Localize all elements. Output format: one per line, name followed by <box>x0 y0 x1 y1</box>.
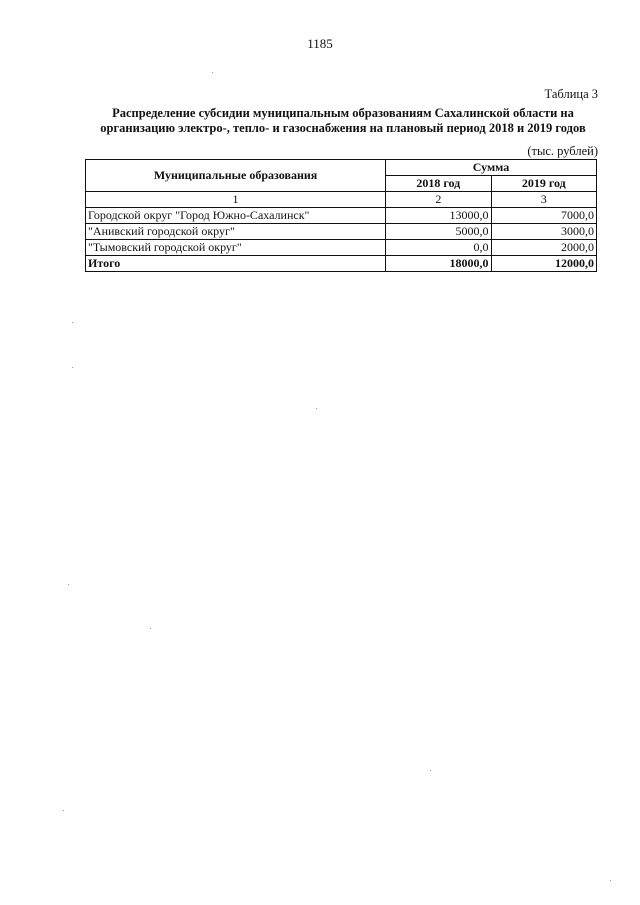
table-row <box>86 208 597 224</box>
table-header-row <box>86 160 597 176</box>
header-municipalities: Муниципальные образования <box>86 160 386 192</box>
scan-speck <box>72 322 73 323</box>
row-value-2018: 13000,0 <box>386 208 491 224</box>
header-year-2018: 2018 год <box>386 176 491 192</box>
total-row <box>86 256 597 272</box>
page-number: 1185 <box>307 36 333 51</box>
scan-speck <box>316 408 317 409</box>
header-sum: Сумма <box>386 160 597 176</box>
column-number-1: 1 <box>86 192 386 208</box>
title-line-2: организацию электро-, тепло- и газоснабжения на плановый период 2018 и 2019 годов <box>100 121 586 135</box>
scan-speck <box>430 770 431 771</box>
header-year-2019: 2019 год <box>491 176 596 192</box>
row-name: Городской округ "Город Южно-Сахалинск" <box>86 208 386 224</box>
table-row <box>86 240 597 256</box>
document-title <box>80 106 606 136</box>
total-label: Итого <box>86 256 386 272</box>
row-value-2019: 2000,0 <box>491 240 596 256</box>
scan-speck <box>610 880 611 881</box>
total-value-2018: 18000,0 <box>386 256 491 272</box>
title-line-1: Распределение субсидии муниципальным образованиям Сахалинской области на <box>112 106 574 120</box>
row-value-2019: 3000,0 <box>491 224 596 240</box>
row-value-2018: 0,0 <box>386 240 491 256</box>
column-number-2: 2 <box>386 192 491 208</box>
table-row <box>86 224 597 240</box>
units-note: (тыс. рублей) <box>527 144 598 158</box>
scan-speck <box>150 628 151 629</box>
scan-speck <box>212 72 213 73</box>
column-number-row <box>86 192 597 208</box>
row-value-2018: 5000,0 <box>386 224 491 240</box>
column-number-3: 3 <box>491 192 596 208</box>
scan-speck <box>68 584 69 585</box>
row-name: "Анивский городской округ" <box>86 224 386 240</box>
row-value-2019: 7000,0 <box>491 208 596 224</box>
total-value-2019: 12000,0 <box>491 256 596 272</box>
table-label: Таблица 3 <box>544 87 598 101</box>
subsidy-table <box>85 159 597 272</box>
scan-speck <box>72 367 73 368</box>
scan-speck <box>63 810 64 811</box>
row-name: "Тымовский городской округ" <box>86 240 386 256</box>
